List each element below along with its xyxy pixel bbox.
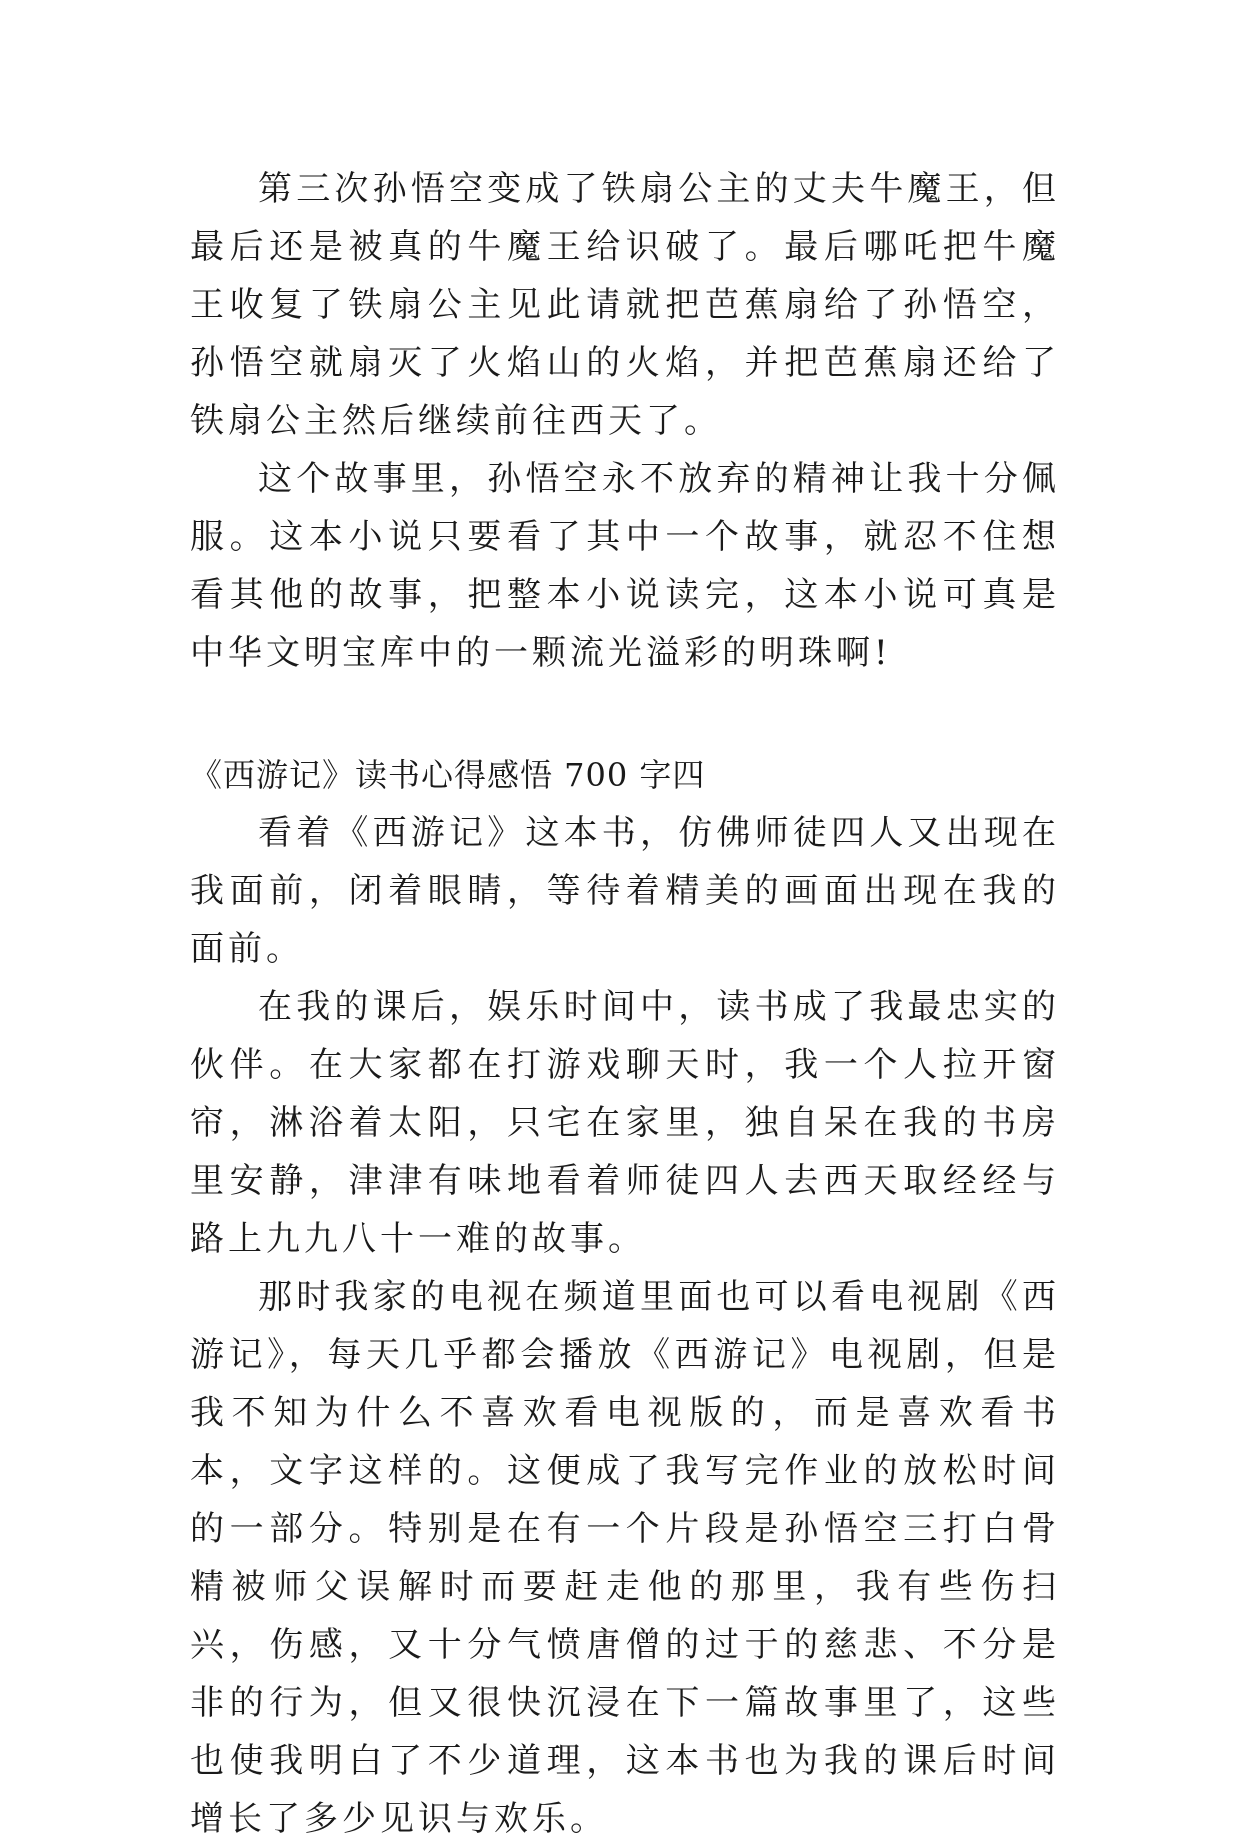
paragraph-reading-time: 在我的课后，娱乐时间中，读书成了我最忠实的伙伴。在大家都在打游戏聊天时，我一个人拉开窗帘，淋浴着太阳，只宅在家里，独自呆在我的书房里安静，津津有味地看着师徒四人去西天取经经与路上九九八十一难的故事。 [190, 987, 1060, 1259]
section-heading: 《西游记》读书心得感悟 700 字四 [190, 756, 706, 794]
document-body [190, 160, 1060, 1848]
paragraph-tv-vs-book: 那时我家的电视在频道里面也可以看电视剧《西游记》，每天几乎都会播放《西游记》电视剧，但是我不知为什么不喜欢看电视版的，而是喜欢看书本，文字这样的。这便成了我写完作业的放松时间的一部分。特别是在有一个片段是孙悟空三打白骨精被师父误解时而要赶走他的那里，我有些伤扫兴，伤感，又十分气愤唐僧的过于的慈悲、不分是非的行为，但又很快沉浸在下一篇故事里了，这些也使我明白了不少道理，这本书也为我的课后时间增长了多少见识与欢乐。 [190, 1277, 1060, 1839]
paragraph-intro: 看着《西游记》这本书，仿佛师徒四人又出现在我面前，闭着眼睛，等待着精美的画面出现在我的面前。 [190, 813, 1060, 969]
paragraph-reflection: 这个故事里，孙悟空永不放弃的精神让我十分佩服。这本小说只要看了其中一个故事，就忍不住想看其他的故事，把整本小说读完，这本小说可真是中华文明宝库中的一颗流光溢彩的明珠啊! [190, 459, 1060, 673]
paragraph-story-ending: 第三次孙悟空变成了铁扇公主的丈夫牛魔王，但最后还是被真的牛魔王给识破了。最后哪吒把牛魔王收复了铁扇公主见此请就把芭蕉扇给了孙悟空，孙悟空就扇灭了火焰山的火焰，并把芭蕉扇还给了铁扇公主然后继续前往西天了。 [190, 169, 1060, 441]
